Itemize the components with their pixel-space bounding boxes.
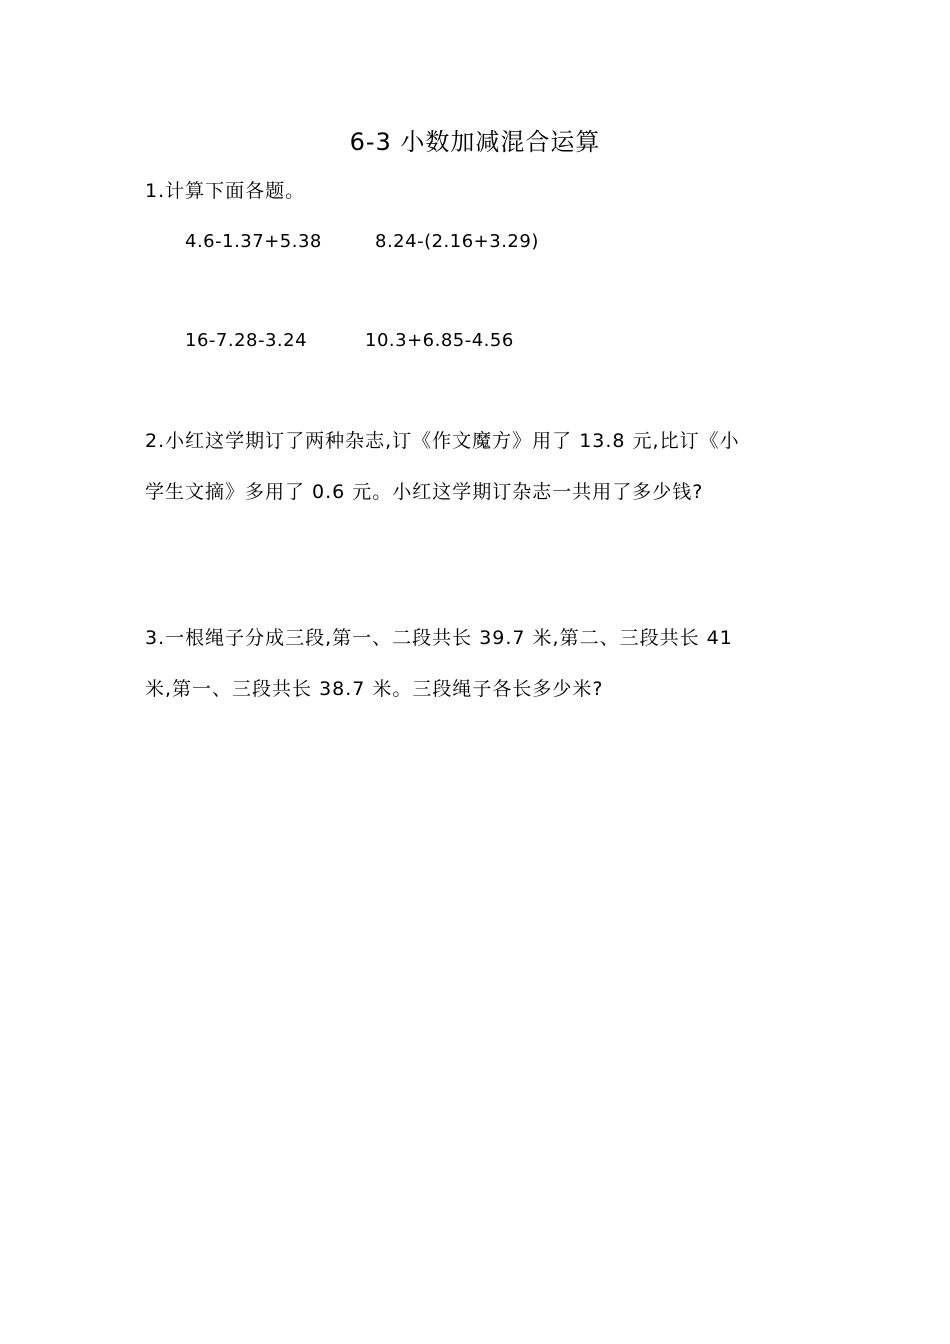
expression-2: 8.24-(2.16+3.29) bbox=[375, 231, 539, 252]
expression-4: 10.3+6.85-4.56 bbox=[365, 330, 514, 351]
page-title: 6-3 小数加减混合运算 bbox=[349, 128, 601, 156]
expression-1: 4.6-1.37+5.38 bbox=[185, 231, 322, 252]
question-3-line-1: 3.一根绳子分成三段,第一、二段共长 39.7 米,第二、三段共长 41 bbox=[145, 627, 733, 649]
question-2-line-1: 2.小红这学期订了两种杂志,订《作文魔方》用了 13.8 元,比订《小 bbox=[145, 430, 740, 452]
question-2-line-2: 学生文摘》多用了 0.6 元。小红这学期订杂志一共用了多少钱? bbox=[145, 481, 704, 503]
expression-3: 16-7.28-3.24 bbox=[185, 330, 308, 351]
question-1-heading: 1.计算下面各题。 bbox=[145, 180, 306, 202]
question-3-line-2: 米,第一、三段共长 38.7 米。三段绳子各长多少米? bbox=[145, 678, 604, 700]
